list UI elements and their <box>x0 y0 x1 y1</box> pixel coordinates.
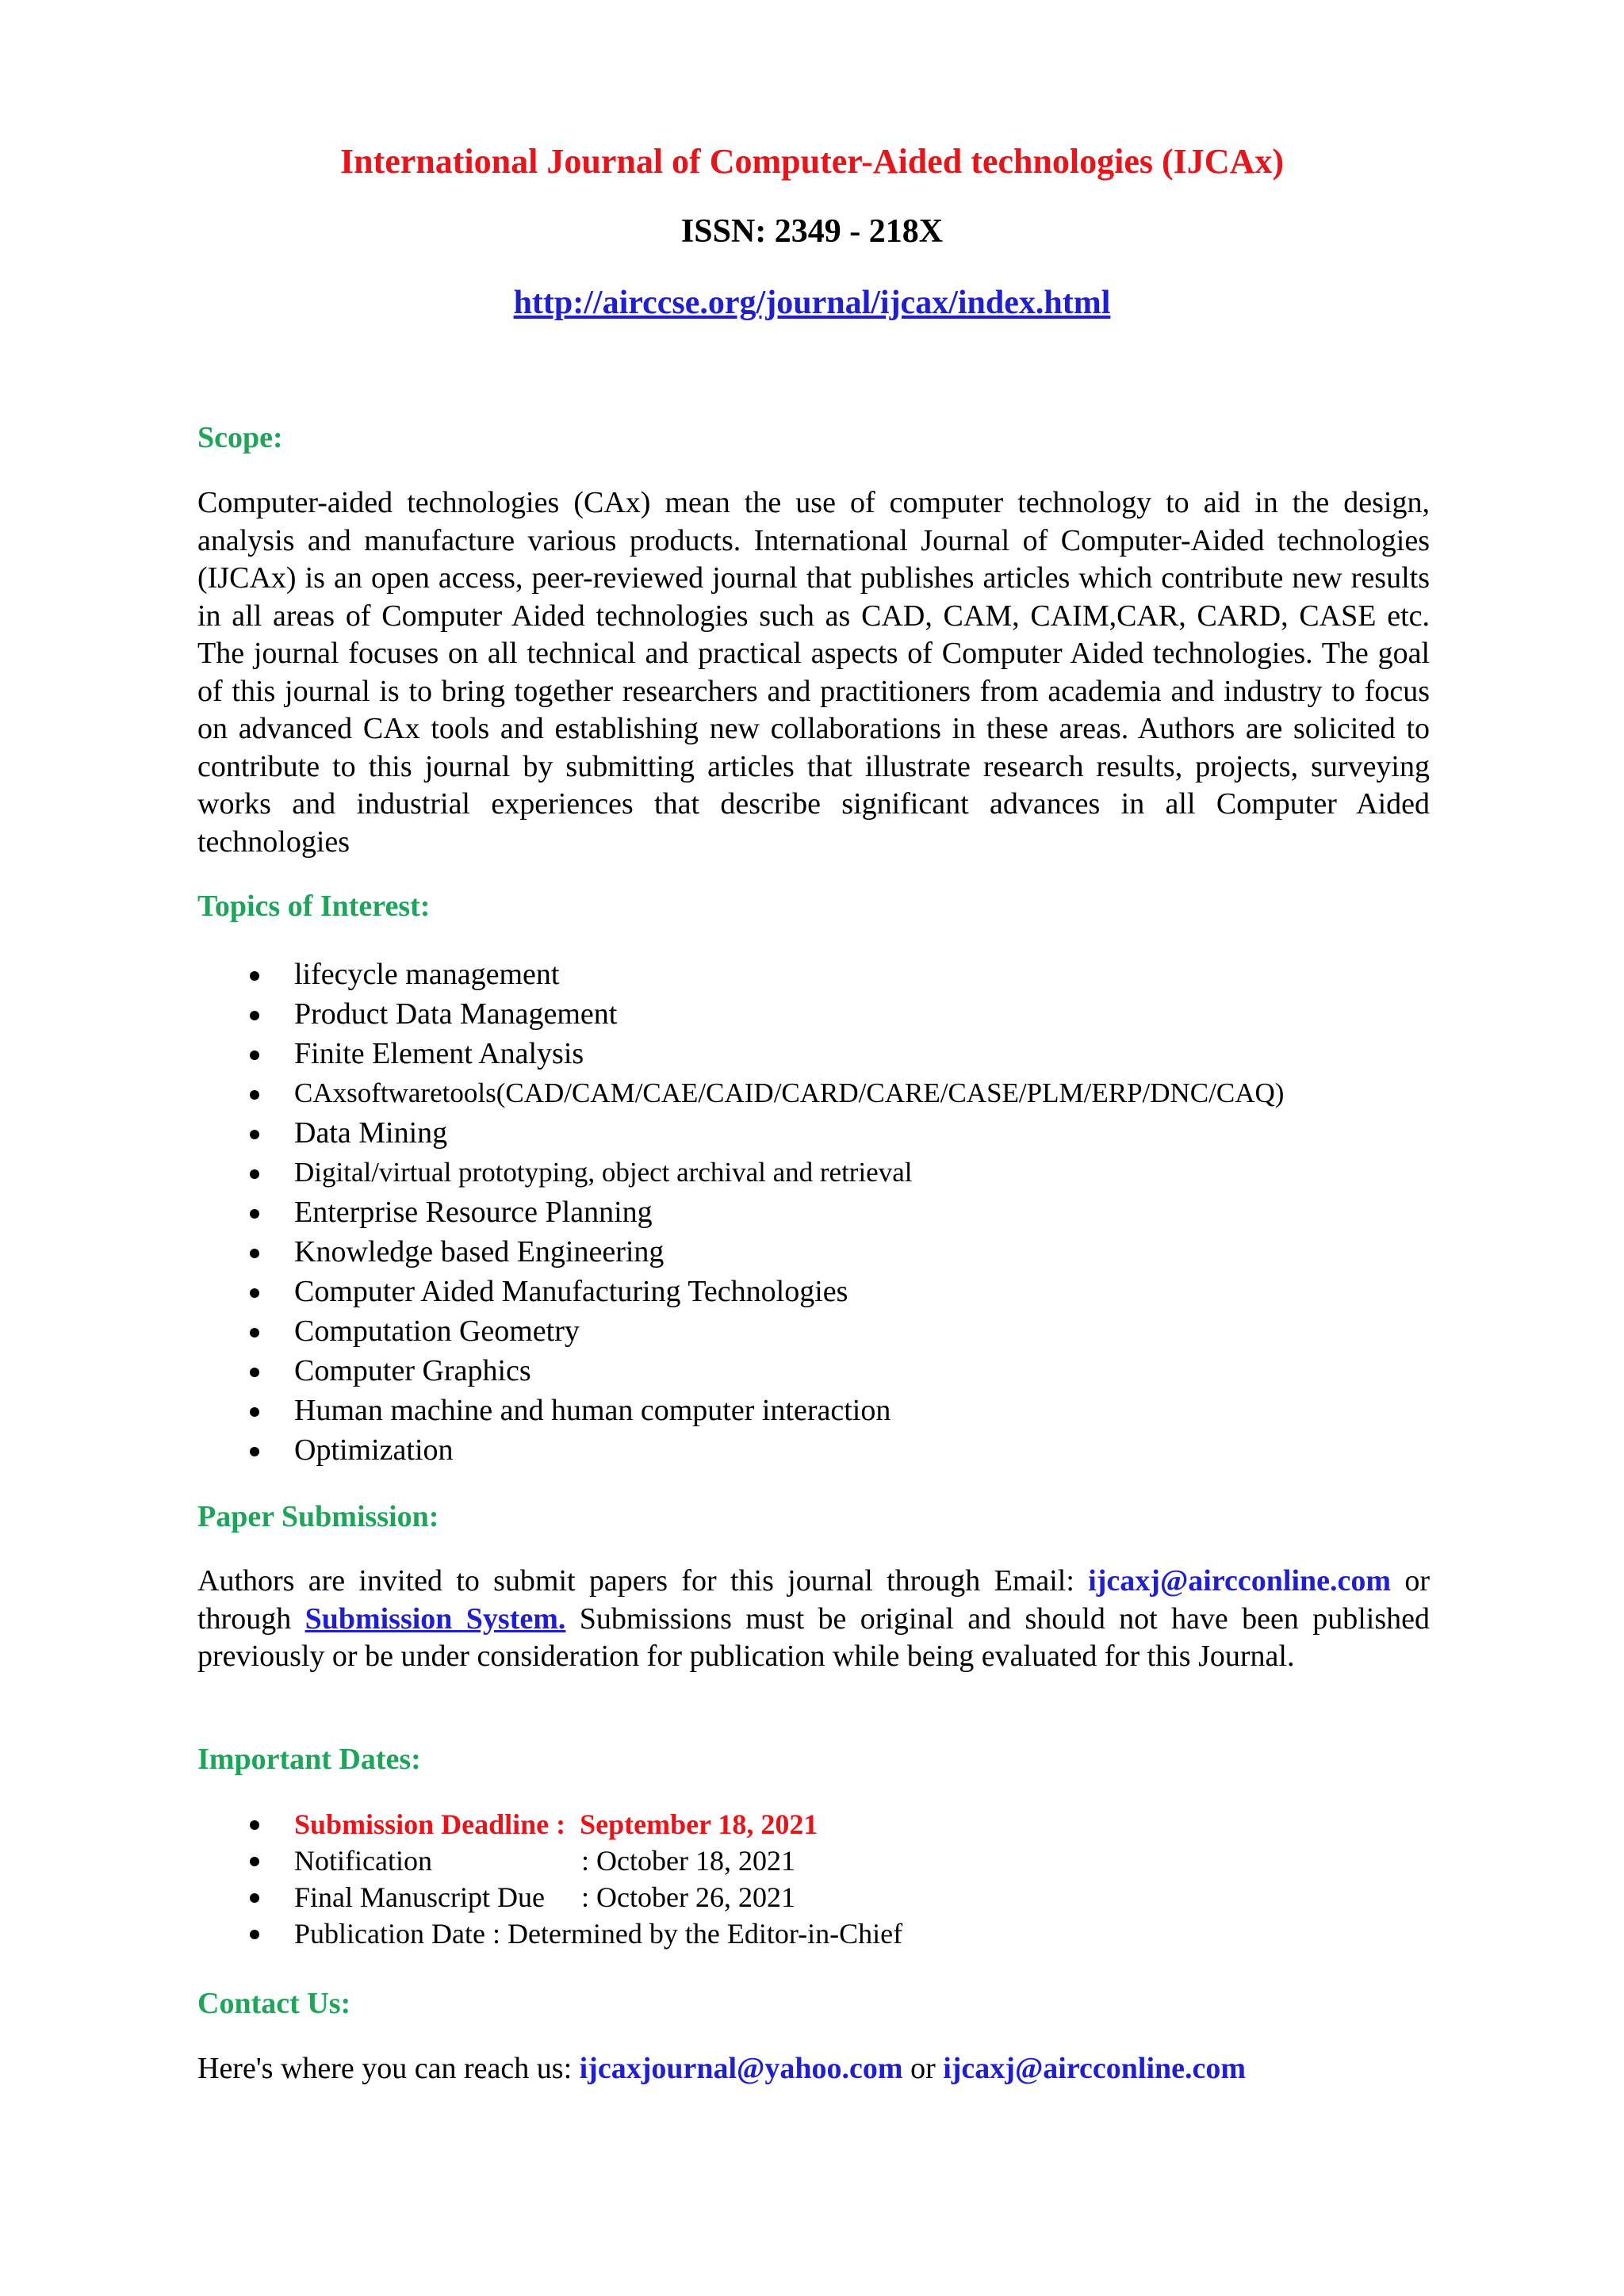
topic-label: Knowledge based Engineering <box>294 1235 665 1269</box>
topic-item <box>197 1391 1466 1430</box>
date-item-publication <box>197 1915 1466 1952</box>
topic-item <box>197 1034 1466 1073</box>
topic-item <box>197 1272 1466 1311</box>
topic-label: Computer Aided Manufacturing Technologies <box>294 1275 848 1308</box>
submission-section <box>197 1563 1430 1676</box>
topic-item <box>197 1192 1466 1232</box>
topic-item <box>197 1073 1466 1113</box>
scope-section <box>197 484 1430 861</box>
contact-section <box>197 2050 1430 2088</box>
topics-heading: Topics of Interest: <box>197 890 431 923</box>
final-manuscript-value: : October 26, 2021 <box>581 1881 795 1913</box>
date-item-final-manuscript <box>197 1879 1466 1915</box>
bullet-icon <box>250 1288 259 1298</box>
contact-heading: Contact Us: <box>197 1987 351 2020</box>
submission-email-link[interactable]: ijcaxj@aircconline.com <box>1088 1564 1392 1598</box>
submission-text <box>197 1563 1430 1676</box>
submission-or-through: or through <box>197 1564 1431 1636</box>
topic-label: Computer Graphics <box>294 1354 531 1387</box>
topic-label: Optimization <box>294 1433 454 1467</box>
bullet-icon <box>250 1249 259 1258</box>
topic-label: lifecycle management <box>294 958 560 991</box>
submission-intro: Authors are invited to submit papers for this journal through Email: <box>197 1564 1089 1598</box>
bullet-icon <box>250 1050 259 1060</box>
bullet-icon <box>250 1011 259 1020</box>
topic-label: Finite Element Analysis <box>294 1037 584 1070</box>
journal-title: International Journal of Computer-Aided technologies (IJCAx) <box>340 142 1284 181</box>
topic-item <box>197 994 1466 1034</box>
bullet-icon <box>250 1368 259 1377</box>
bullet-icon <box>250 1893 259 1903</box>
date-item-deadline <box>197 1806 1466 1843</box>
journal-url-link[interactable]: http://airccse.org/journal/ijcax/index.html <box>513 285 1111 321</box>
bullet-icon <box>250 971 259 981</box>
issn: ISSN: 2349 - 218X <box>680 213 944 250</box>
notification-value: : October 18, 2021 <box>581 1845 795 1877</box>
submission-requirements: Submissions must be original and should not have been published previously or be under consideration for publication while being evaluated for this Journal. <box>197 1601 1430 1673</box>
bullet-icon <box>250 1209 259 1219</box>
topic-item <box>197 1153 1466 1192</box>
contact-email-yahoo-link[interactable]: ijcaxjournal@yahoo.com <box>579 2052 903 2085</box>
bullet-icon <box>250 1447 259 1456</box>
topic-label: Human machine and human computer interaction <box>294 1394 891 1427</box>
topic-label: Digital/virtual prototyping, object archival and retrieval <box>294 1157 913 1188</box>
topic-label: CAxsoftwaretools(CAD/CAM/CAE/CAID/CARD/CARE/CASE/PLM/ERP/DNC/CAQ) <box>294 1077 1285 1108</box>
date-item-notification <box>197 1843 1466 1879</box>
contact-email-aircc-link[interactable]: ijcaxj@aircconline.com <box>943 2052 1247 2085</box>
contact-intro: Here's where you can reach us: <box>197 2052 580 2085</box>
dates-heading: Important Dates: <box>197 1743 421 1776</box>
topic-item <box>197 1113 1466 1153</box>
topics-list <box>197 955 1466 1470</box>
scope-text: Computer-aided technologies (CAx) mean the use of computer technology to aid in the design, analysis and manufacture various products. International Journal of Computer-Aided technologies (IJCAx) is an open access, peer-reviewed journal that publishes articles which contribute new results in all areas of Computer Aided technologies such as CAD, CAM, CAIM,CAR, CARD, CASE etc. The journal focuses on all technical and practical aspects of Computer Aided technologies. The goal of this journal is to bring together researchers and practitioners from academia and industry to focus on advanced CAx tools and establishing new collaborations in these areas. Authors are solicited to contribute to this journal by submitting articles that illustrate research results, projects, surveying works and industrial experiences that describe significant advances in all Computer Aided technologies <box>197 486 1430 859</box>
submission-system-link[interactable]: Submission System. <box>304 1601 566 1636</box>
final-manuscript-label: Final Manuscript Due <box>294 1881 545 1913</box>
topic-label: Enterprise Resource Planning <box>294 1196 653 1229</box>
bullet-icon <box>250 1820 259 1830</box>
submission-heading: Paper Submission: <box>197 1500 439 1533</box>
deadline-value: September 18, 2021 <box>580 1808 818 1840</box>
dates-list <box>197 1806 1466 1952</box>
bullet-icon <box>250 1857 259 1866</box>
bullet-icon <box>250 1328 259 1337</box>
bullet-icon <box>250 1407 259 1417</box>
bullet-icon <box>250 1169 259 1179</box>
bullet-icon <box>250 1930 259 1939</box>
topic-label: Computation Geometry <box>294 1314 580 1348</box>
publication-text: Publication Date : Determined by the Editor-in-Chief <box>294 1918 903 1950</box>
topic-item <box>197 1351 1466 1391</box>
bullet-icon <box>250 1090 259 1100</box>
contact-text <box>197 2050 1430 2088</box>
deadline-label: Submission Deadline : <box>294 1808 566 1840</box>
topic-item <box>197 1430 1466 1470</box>
bullet-icon <box>250 1130 259 1139</box>
topic-label: Product Data Management <box>294 997 618 1031</box>
topic-item <box>197 955 1466 994</box>
notification-label: Notification <box>294 1845 432 1877</box>
contact-or: or <box>902 2052 944 2085</box>
topic-item <box>197 1232 1466 1272</box>
scope-heading: Scope: <box>197 421 283 454</box>
topic-label: Data Mining <box>294 1116 448 1150</box>
topic-item <box>197 1311 1466 1351</box>
